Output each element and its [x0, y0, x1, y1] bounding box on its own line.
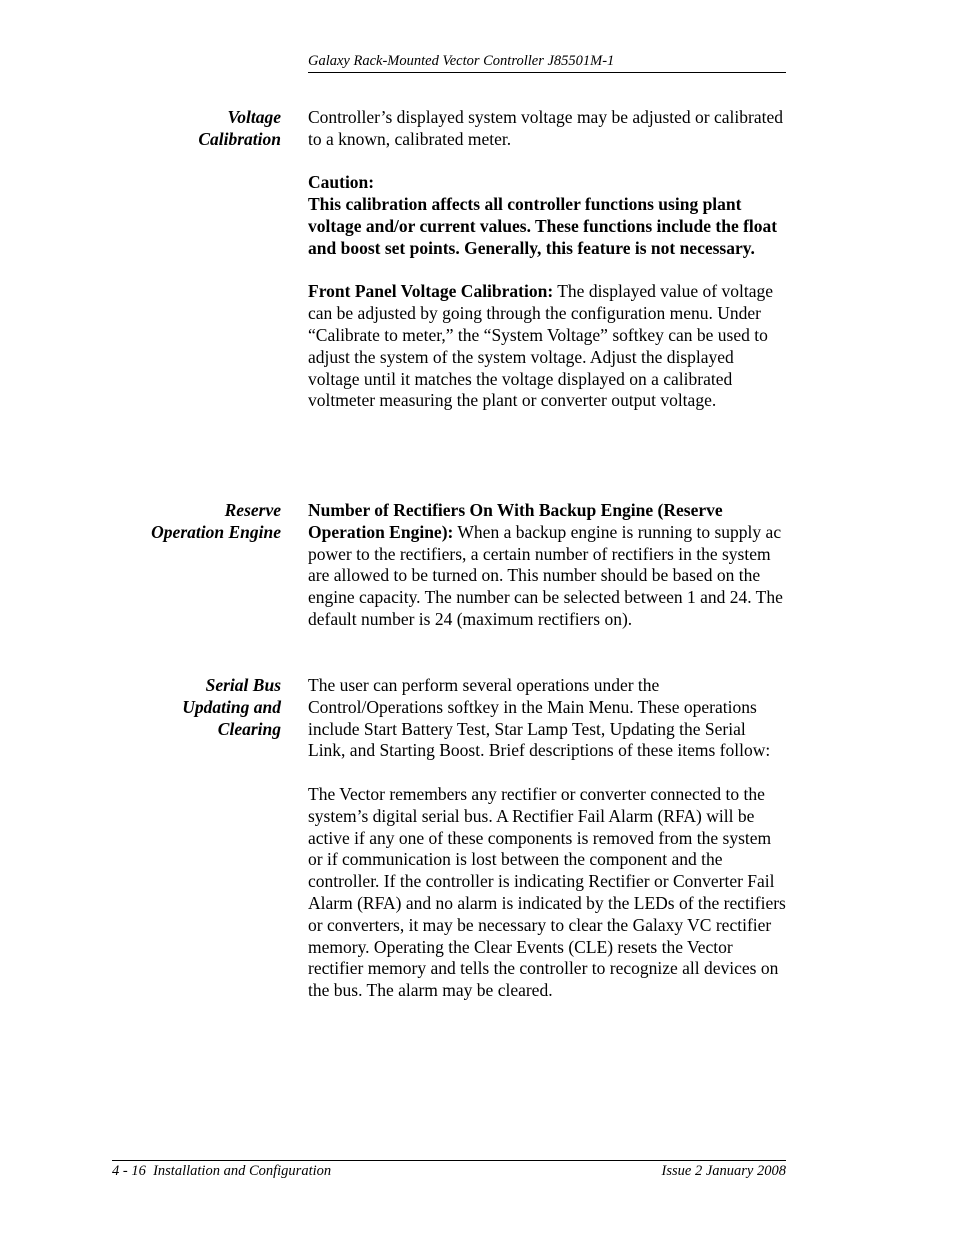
- voltage-calibration-section: [308, 107, 786, 412]
- front-panel-paragraph: [308, 281, 786, 412]
- heading-line: Calibration: [198, 128, 281, 149]
- serial-paragraph-1: The user can perform several operations under the Control/Operations softkey in the Main Menu. These operations include Start Battery Test, Star Lamp Test, Updating the Serial Link, and Starting Boost. Brief descriptions of these items follow:: [308, 675, 771, 761]
- header-rule: [308, 72, 786, 73]
- heading-line: Serial Bus: [205, 675, 281, 695]
- reserve-text: When a backup engine is running to supply ac power to the rectifiers, a certain number of rectifiers in the system are allowed to be turned on. This number should be based on the engine capacity. The number can be selected between 1 and 24. The default number is 24 (maximum rectifiers on).: [308, 521, 783, 629]
- caution-label: Caution:: [308, 172, 375, 193]
- running-header: Galaxy Rack-Mounted Vector Controller J85501M-1: [308, 53, 615, 69]
- voltage-intro: Controller’s displayed system voltage may be adjusted or calibrated to a known, calibrated meter.: [308, 107, 783, 149]
- voltage-calibration-heading: [81, 107, 281, 151]
- heading-line: Reserve: [224, 500, 281, 520]
- heading-line: Updating and: [182, 696, 281, 717]
- reserve-paragraph: [308, 500, 786, 631]
- reserve-label: Number of Rectifiers On With Backup Engine (Reserve Operation Engine):: [308, 500, 723, 542]
- serial-bus-section: [308, 675, 786, 1002]
- heading-line: Operation Engine: [151, 521, 281, 542]
- serial-paragraph-2: The Vector remembers any rectifier or converter connected to the system’s digital serial bus. A Rectifier Fail Alarm (RFA) will be active if any one of these components is removed from the system or if communication is lost between the component and the controller. If the controller is indicating Rectifier or Converter Fail Alarm (RFA) and no alarm is indicated by the LEDs of the rectifiers or converters, it may be necessary to clear the Galaxy VC rectifier memory. Operating the Clear Events (CLE) resets the Vector rectifier memory and tells the controller to recognize all devices on the bus. The alarm may be cleared.: [308, 783, 786, 1001]
- reserve-operation-section: [308, 500, 786, 631]
- reserve-operation-heading: [81, 500, 281, 544]
- footer-issue-date: Issue 2 January 2008: [661, 1163, 786, 1179]
- caution-text: This calibration affects all controller functions using plant voltage and/or current values. These functions include the float and boost set points. Generally, this feature is not necessary.: [308, 194, 778, 258]
- front-panel-label: Front Panel Voltage Calibration:: [308, 281, 554, 302]
- heading-line: Voltage: [227, 107, 281, 127]
- serial-bus-heading: [81, 675, 281, 740]
- front-panel-text: The displayed value of voltage can be adjusted by going through the configuration menu. Under “Calibrate to meter,” the “System Voltage” softkey can be used to adjust the system of the system voltage. Adjust the displayed voltage until it matches the voltage displayed on a calibrated voltmeter measuring the plant or converter output voltage.: [308, 281, 773, 411]
- footer-page-label: 4 - 16 Installation and Configuration: [112, 1163, 332, 1179]
- footer-rule: [112, 1160, 786, 1161]
- heading-line: Clearing: [217, 718, 281, 739]
